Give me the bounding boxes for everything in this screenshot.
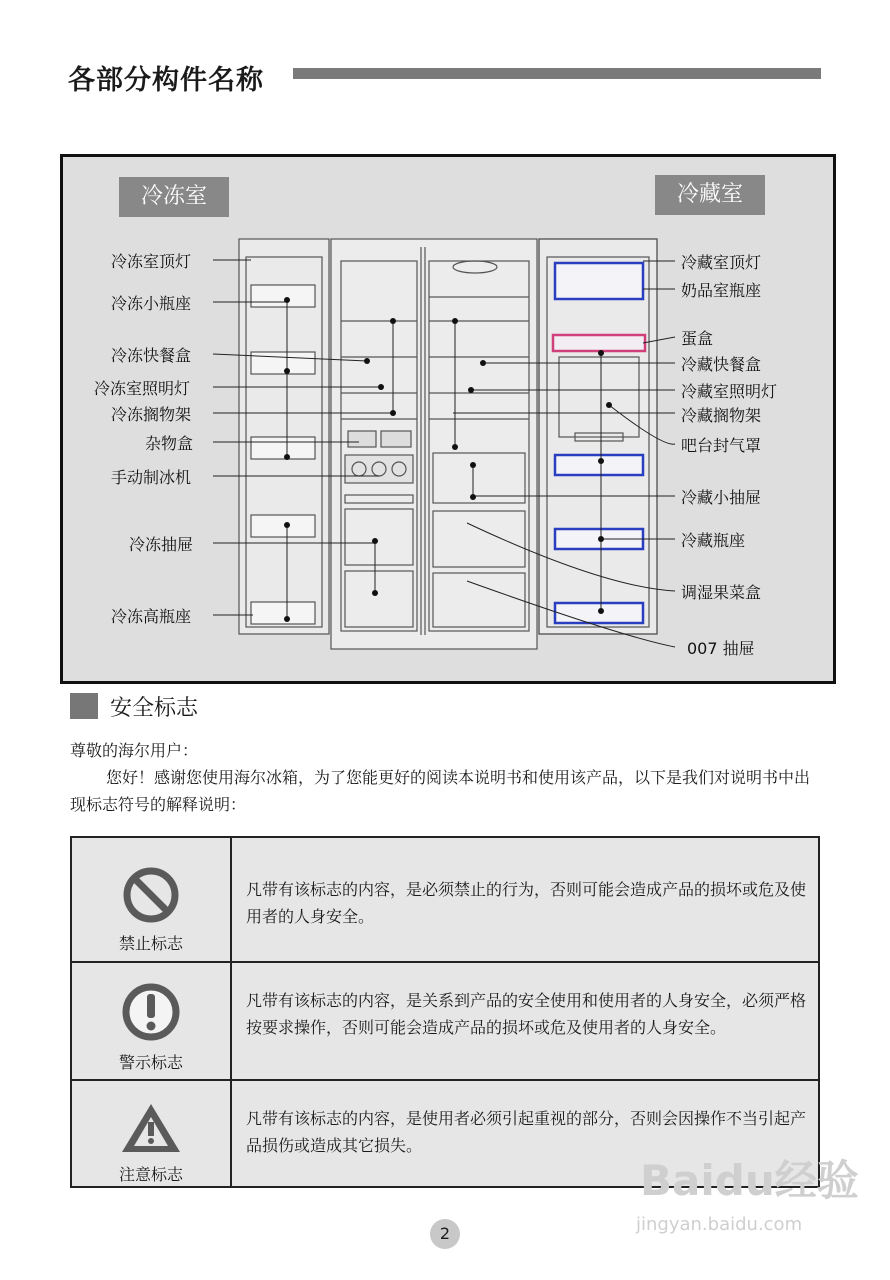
- sign-description: 凡带有该标志的内容，是使用者必须引起重视的部分，否则会因操作不当引起产品损伤或造成其它损失。: [231, 1080, 819, 1187]
- label-freezer-lamp: 冷冻室照明灯: [94, 379, 191, 398]
- label-bar-seal-cover: 吧台封气罩: [681, 436, 762, 455]
- sign-name: 禁止标志: [118, 934, 183, 953]
- sign-icon-cell: [71, 962, 231, 1080]
- freezer-tag: 冷冻室: [119, 177, 229, 217]
- label-ice-maker: 手动制冰机: [111, 468, 192, 487]
- prohibition-icon: [121, 865, 181, 925]
- sign-icon-cell: [71, 1080, 231, 1187]
- label-fridge-top-light: 冷藏室顶灯: [681, 253, 762, 272]
- warning-icon: [121, 982, 181, 1042]
- greeting: 尊敬的海尔用户：: [70, 741, 199, 760]
- signs-table: [70, 836, 820, 1188]
- sign-description: 凡带有该标志的内容，是关系到产品的安全使用和使用者的人身安全，必须严格按要求操作，否则可能会造成产品的损坏或危及使用者的人身安全。: [231, 962, 819, 1080]
- label-freezer-small-bottle-rack: 冷冻小瓶座: [111, 294, 192, 313]
- parts-diagram: [60, 154, 836, 684]
- label-007-drawer: 007 抽屉: [687, 639, 755, 658]
- label-fridge-small-drawer: 冷藏小抽屉: [681, 488, 762, 507]
- page-number: 2: [430, 1219, 460, 1249]
- sign-name: 警示标志: [118, 1053, 183, 1072]
- sign-description: 凡带有该标志的内容，是必须禁止的行为，否则可能会造成产品的损坏或危及使用者的人身安全。: [231, 837, 819, 962]
- page-title: 各部分构件名称: [68, 65, 264, 96]
- label-fridge-bottle-rack: 冷藏瓶座: [681, 531, 746, 550]
- watermark-logo: Baidu经验: [640, 1156, 859, 1205]
- table-row: [71, 962, 819, 1080]
- label-misc-box: 杂物盒: [145, 434, 194, 453]
- fridge-tag: 冷藏室: [655, 175, 765, 215]
- label-fridge-lamp: 冷藏室照明灯: [681, 382, 778, 401]
- sign-name: 注意标志: [118, 1165, 183, 1184]
- section-marker: [70, 693, 98, 719]
- label-freezer-shelf: 冷冻搁物架: [111, 405, 192, 424]
- section-title: 安全标志: [110, 696, 199, 721]
- caution-icon: [118, 1100, 184, 1156]
- label-fridge-shelf: 冷藏搁物架: [681, 406, 762, 425]
- label-egg-box: 蛋盒: [681, 329, 714, 348]
- sign-icon-cell: [71, 837, 231, 962]
- label-freezer-top-light: 冷冻室顶灯: [111, 252, 192, 271]
- intro-paragraph: 您好！感谢您使用海尔冰箱，为了您能更好的阅读本说明书和使用该产品，以下是我们对说明书中出现标志符号的解释说明：: [70, 768, 811, 814]
- label-freezer-drawer: 冷冻抽屉: [129, 535, 194, 554]
- watermark-url: jingyan.baidu.com: [636, 1214, 803, 1235]
- label-humidity-crisper: 调湿果菜盒: [681, 583, 762, 602]
- table-row: [71, 837, 819, 962]
- label-dairy-bottle-rack: 奶品室瓶座: [681, 281, 762, 300]
- label-fridge-snack-box: 冷藏快餐盒: [681, 355, 762, 374]
- title-rule: [293, 68, 821, 79]
- label-freezer-snack-box: 冷冻快餐盒: [111, 346, 192, 365]
- label-freezer-tall-bottle-rack: 冷冻高瓶座: [111, 607, 192, 626]
